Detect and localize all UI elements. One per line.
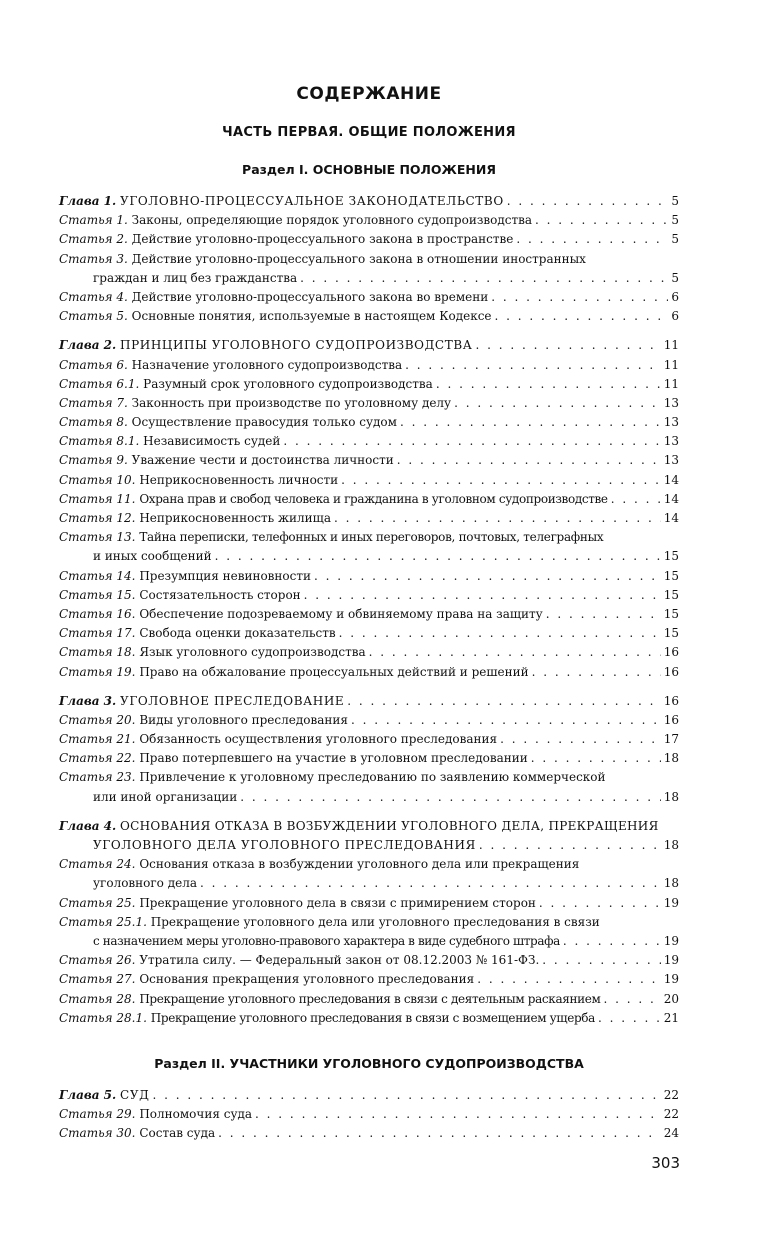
article-label: Статья 6.	[59, 357, 128, 372]
article-entry[interactable]	[59, 394, 679, 413]
article-continuation	[59, 874, 679, 893]
page-ref: 22	[663, 1088, 679, 1102]
article-label: Статья 28.1.	[59, 1010, 147, 1025]
chapter-entry[interactable]	[59, 336, 679, 355]
article-entry[interactable]	[59, 894, 679, 913]
page-title: СОДЕРЖАНИЕ	[296, 84, 442, 104]
article-title: Состязательность сторон	[139, 587, 301, 602]
article-entry[interactable]	[59, 951, 679, 970]
page-ref: 19	[663, 933, 679, 948]
chapter-entry[interactable]	[59, 692, 679, 711]
article-label: Статья 13.	[59, 530, 136, 545]
article-title: Тайна переписки, телефонных и иных переговоров, почтовых, телеграфных	[139, 530, 604, 545]
article-title: Основные понятия, используемые в настоящем Кодексе	[131, 309, 492, 324]
article-title-cont: граждан и лиц без гражданства	[93, 270, 298, 285]
chapter-title: ПРИНЦИПЫ УГОЛОВНОГО СУДОПРОИЗВОДСТВА	[120, 338, 473, 353]
page-ref: 16	[663, 712, 679, 727]
article-entry[interactable]	[59, 413, 679, 432]
page-ref: 5	[671, 213, 679, 228]
page-ref: 19	[663, 953, 679, 968]
chapter-entry[interactable]	[59, 817, 679, 836]
article-entry[interactable]	[59, 970, 679, 989]
article-title: Неприкосновенность личности	[139, 472, 339, 487]
article-title-cont: или иной организации	[93, 789, 238, 804]
article-label: Статья 25.1.	[59, 914, 147, 929]
article-entry[interactable]	[59, 375, 679, 394]
article-entry[interactable]	[59, 663, 679, 682]
article-entry[interactable]	[59, 913, 679, 932]
page-ref: 19	[663, 895, 679, 910]
article-title: Виды уголовного преследования	[139, 712, 348, 727]
article-continuation	[59, 269, 679, 288]
article-title-cont: с назначением меры уголовно-правового характера в виде судебного штрафа	[93, 933, 560, 948]
article-entry[interactable]	[59, 711, 679, 730]
article-title: Прекращение уголовного преследования в связи с деятельным раскаянием	[139, 991, 601, 1006]
page-ref: 13	[663, 434, 679, 449]
article-title: Основания прекращения уголовного преследования	[139, 972, 475, 987]
page-ref: 11	[663, 357, 679, 372]
toc-block-2	[59, 1086, 679, 1144]
chapter-title: ОСНОВАНИЯ ОТКАЗА В ВОЗБУЖДЕНИИ УГОЛОВНОГО ДЕЛА, ПРЕКРАЩЕНИЯ	[120, 818, 659, 833]
article-entry[interactable]	[59, 567, 679, 586]
article-entry[interactable]	[59, 768, 679, 787]
article-entry[interactable]	[59, 490, 679, 509]
page-ref: 15	[663, 587, 679, 602]
page-ref: 15	[663, 606, 679, 621]
article-label: Статья 3.	[59, 251, 128, 266]
article-entry[interactable]	[59, 586, 679, 605]
article-entry[interactable]	[59, 1124, 679, 1143]
chapter-label: Глава 1.	[59, 194, 117, 208]
page-ref: 18	[663, 876, 679, 891]
article-entry[interactable]	[59, 307, 679, 326]
article-entry[interactable]	[59, 990, 679, 1009]
chapter-entry[interactable]	[59, 1086, 679, 1105]
page-ref: 22	[663, 1107, 679, 1122]
article-label: Статья 25.	[59, 895, 136, 910]
article-label: Статья 21.	[59, 732, 136, 747]
article-title: Независимость судей	[143, 434, 281, 449]
article-label: Статья 8.	[59, 415, 128, 430]
page-ref: 18	[663, 789, 679, 804]
chapter-continuation	[59, 836, 679, 855]
page-ref: 18	[663, 751, 679, 766]
article-entry[interactable]	[59, 749, 679, 768]
article-label: Статья 22.	[59, 751, 136, 766]
page-ref: 14	[663, 472, 679, 487]
article-label: Статья 10.	[59, 472, 136, 487]
page-ref: 17	[663, 732, 679, 747]
article-label: Статья 15.	[59, 587, 136, 602]
article-title: Назначение уголовного судопроизводства	[131, 357, 403, 372]
chapter-label: Глава 4.	[59, 818, 117, 833]
article-title: Осуществление правосудия только судом	[131, 415, 397, 430]
article-label: Статья 24.	[59, 857, 136, 872]
page-ref: 21	[663, 1010, 679, 1025]
article-entry[interactable]	[59, 451, 679, 470]
page-ref: 13	[663, 395, 679, 410]
article-entry[interactable]	[59, 432, 679, 451]
article-title: Утратила силу. — Федеральный закон от 08.12.2003 № 161-ФЗ.	[139, 953, 540, 968]
article-title: Прекращение уголовного преследования в связи с возмещением ущерба	[150, 1010, 595, 1025]
article-entry[interactable]	[59, 643, 679, 662]
chapter-entry[interactable]	[59, 192, 679, 211]
page-ref: 18	[663, 838, 679, 852]
article-title-cont: и иных сообщений	[93, 549, 212, 564]
article-label: Статья 12.	[59, 511, 136, 525]
article-title: Законы, определяющие порядок уголовного судопроизводства	[131, 213, 533, 228]
article-entry[interactable]	[59, 356, 679, 375]
page-ref: 19	[663, 972, 679, 987]
article-title: Основания отказа в возбуждении уголовного дела или прекращения	[139, 857, 580, 872]
article-entry[interactable]	[59, 528, 679, 547]
article-title: Привлечение к уголовному преследованию по заявлению коммерческой	[139, 770, 606, 785]
article-label: Статья 4.	[59, 289, 128, 304]
article-title: Охрана прав и свобод человека и гражданина в уголовном судопроизводстве	[139, 491, 608, 506]
article-label: Статья 5.	[59, 309, 128, 324]
article-label: Статья 2.	[59, 232, 128, 247]
page-ref: 11	[663, 338, 679, 353]
article-label: Статья 28.	[59, 991, 136, 1006]
article-title: Презумпция невиновности	[139, 568, 312, 583]
article-title: Обязанность осуществления уголовного преследования	[139, 732, 498, 747]
article-label: Статья 14.	[59, 568, 136, 583]
article-continuation	[59, 788, 679, 807]
article-title-cont: уголовного дела	[93, 876, 197, 891]
section-heading-2: Раздел II. УЧАСТНИКИ УГОЛОВНОГО СУДОПРОИЗВОДСТВА	[154, 1056, 584, 1071]
article-entry[interactable]	[59, 211, 679, 230]
article-entry[interactable]	[59, 250, 679, 269]
page-ref: 6	[671, 289, 679, 304]
article-title: Действие уголовно-процессуального закона в пространстве	[131, 232, 514, 247]
article-label: Статья 8.1.	[59, 434, 140, 449]
article-continuation	[59, 932, 679, 951]
article-entry[interactable]	[59, 605, 679, 624]
page-ref: 5	[671, 232, 679, 247]
article-continuation	[59, 547, 679, 566]
article-label: Статья 16.	[59, 606, 136, 621]
article-label: Статья 26.	[59, 953, 136, 968]
article-label: Статья 27.	[59, 972, 136, 987]
article-title: Неприкосновенность жилища	[139, 511, 331, 525]
chapter-title: УГОЛОВНО-ПРОЦЕССУАЛЬНОЕ ЗАКОНОДАТЕЛЬСТВО	[120, 194, 504, 208]
part-heading: ЧАСТЬ ПЕРВАЯ. ОБЩИЕ ПОЛОЖЕНИЯ	[222, 125, 516, 140]
article-entry[interactable]	[59, 509, 679, 528]
article-entry[interactable]	[59, 855, 679, 874]
article-title: Свобода оценки доказательств	[139, 626, 336, 641]
page-ref: 13	[663, 453, 679, 468]
article-label: Статья 6.1.	[59, 376, 140, 391]
page-ref: 11	[663, 376, 679, 391]
article-title: Обеспечение подозреваемому и обвиняемому права на защиту	[139, 606, 543, 621]
page-ref: 5	[671, 270, 679, 285]
page-ref: 15	[663, 626, 679, 641]
article-title: Язык уголовного судопроизводства	[139, 645, 366, 660]
page-ref: 16	[663, 645, 679, 660]
page-ref: 14	[663, 491, 679, 506]
article-entry[interactable]	[59, 1105, 679, 1124]
article-title: Прекращение уголовного дела или уголовного преследования в связи	[150, 914, 600, 929]
article-title: Действие уголовно-процессуального закона во времени	[131, 289, 489, 304]
article-label: Статья 20.	[59, 712, 136, 727]
article-label: Статья 1.	[59, 213, 128, 228]
section-heading-1: Раздел I. ОСНОВНЫЕ ПОЛОЖЕНИЯ	[242, 162, 496, 177]
article-title: Право на обжалование процессуальных действий и решений	[139, 664, 529, 679]
page-ref: 6	[671, 309, 679, 324]
article-entry[interactable]	[59, 624, 679, 643]
chapter-label: Глава 5.	[59, 1088, 117, 1102]
article-label: Статья 29.	[59, 1107, 136, 1122]
article-title: Полномочия суда	[139, 1107, 253, 1122]
page-ref: 24	[663, 1126, 679, 1141]
page-ref: 16	[663, 664, 679, 679]
page-ref: 16	[663, 693, 679, 708]
chapter-title: УГОЛОВНОЕ ПРЕСЛЕДОВАНИЕ	[120, 693, 345, 708]
article-title: Действие уголовно-процессуального закона в отношении иностранных	[131, 251, 586, 266]
article-label: Статья 23.	[59, 770, 136, 785]
article-entry[interactable]	[59, 471, 679, 490]
article-label: Статья 30.	[59, 1126, 136, 1141]
article-entry[interactable]	[59, 230, 679, 249]
chapter-title-cont: УГОЛОВНОГО ДЕЛА УГОЛОВНОГО ПРЕСЛЕДОВАНИЯ	[93, 838, 476, 852]
article-entry[interactable]	[59, 730, 679, 749]
chapter-label: Глава 3.	[59, 693, 117, 708]
chapter-title: СУД	[120, 1088, 150, 1102]
toc-block-1	[59, 192, 679, 1028]
page-ref: 20	[663, 991, 679, 1006]
page-ref: 13	[663, 415, 679, 430]
article-title: Состав суда	[139, 1126, 216, 1141]
article-title: Прекращение уголовного дела в связи с примирением сторон	[139, 895, 536, 910]
article-entry[interactable]	[59, 288, 679, 307]
page-ref: 5	[671, 194, 679, 208]
page-ref: 15	[663, 549, 679, 564]
page-ref: 14	[663, 511, 679, 525]
article-title: Разумный срок уголовного судопроизводства	[143, 376, 433, 391]
article-label: Статья 17.	[59, 626, 136, 641]
article-title: Законность при производстве по уголовному делу	[131, 395, 452, 410]
article-label: Статья 11.	[59, 491, 136, 506]
page-number: 303	[651, 1154, 680, 1172]
article-label: Статья 9.	[59, 453, 128, 468]
article-entry[interactable]	[59, 1009, 679, 1028]
article-title: Уважение чести и достоинства личности	[131, 453, 394, 468]
article-label: Статья 19.	[59, 664, 136, 679]
article-title: Право потерпевшего на участие в уголовном преследовании	[139, 751, 528, 766]
chapter-label: Глава 2.	[59, 338, 117, 353]
article-label: Статья 7.	[59, 395, 128, 410]
article-label: Статья 18.	[59, 645, 136, 660]
page-ref: 15	[663, 568, 679, 583]
